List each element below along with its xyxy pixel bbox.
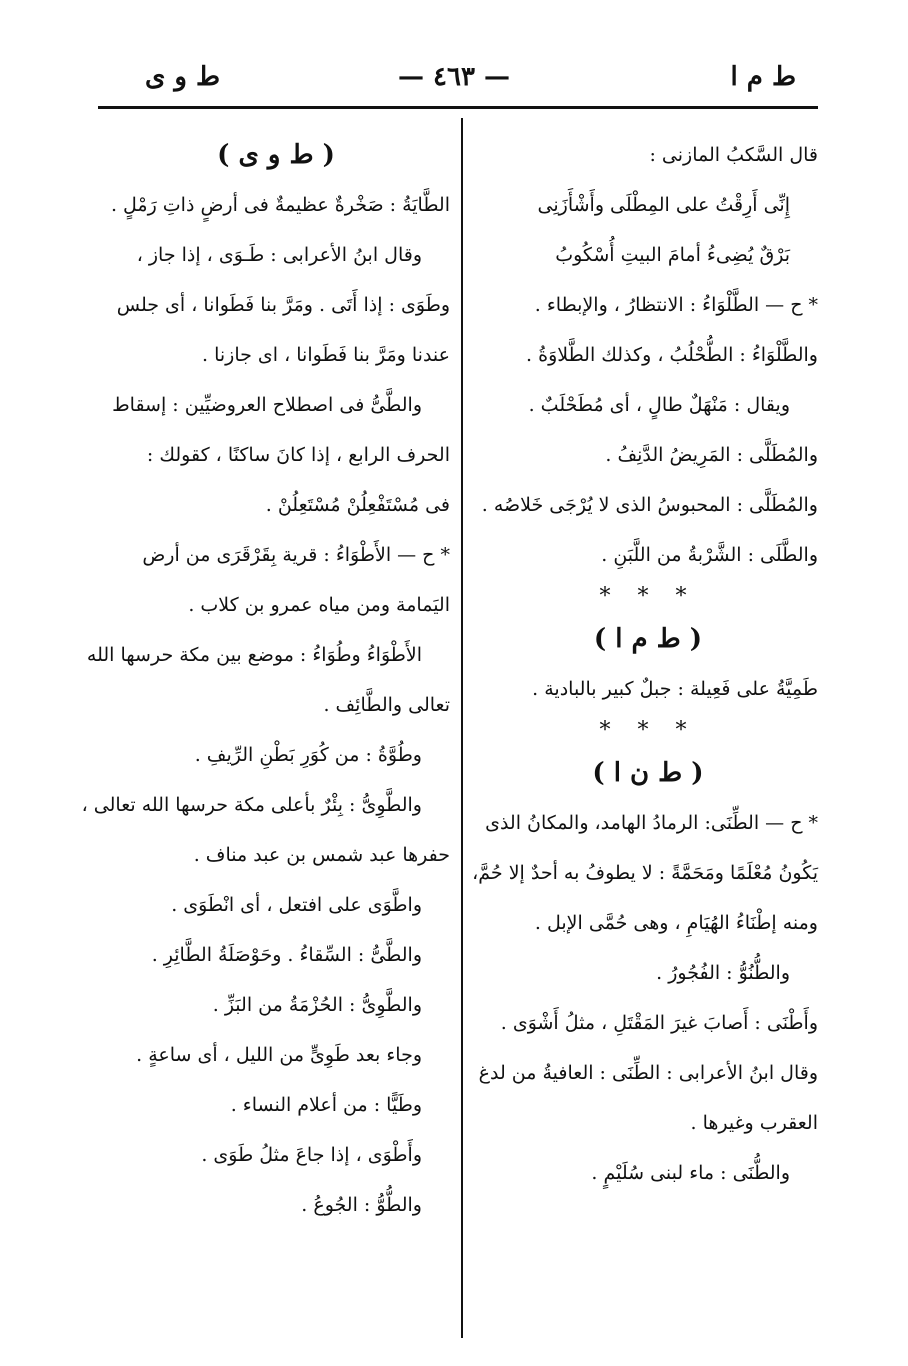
text-line: * ح — الأَطْوَاءُ : قرية بِقَرْقَرَى من أرض [142, 544, 450, 566]
text-line: بَرْقٌ يُضِىءُ أمامَ البيتِ أُسْكُوبُ [555, 244, 790, 266]
section-separator: * * * [599, 584, 697, 609]
text-line: والمُطَلَّى : المَرِيضُ الدَّنِفُ . [605, 444, 818, 466]
text-line: تعالى والطَّائِف . [323, 694, 450, 716]
header-root-right: ط م ا [730, 62, 796, 92]
text-line: والطَّلَى : الشَّرْبةُ من اللَّبَنِ . [601, 544, 818, 566]
text-line: والطَّوِىُّ : الحُزْمَةُ من البَزِّ . [212, 994, 422, 1016]
text-line: ومنه إطْنَاءُ الهُيَامِ ، وهى حُمَّى الإبل . [534, 912, 818, 934]
text-line: الأَطْوَاءُ وطُوَاءُ : موضع بين مكة حرسها الله [86, 644, 422, 666]
text-line: وأَطْوَى ، إذا جاعَ مثلُ طَوَى . [201, 1144, 422, 1166]
left-column [81, 130, 450, 1230]
text-line: اليَمامة ومن مياه عمرو بن كلاب . [188, 594, 450, 616]
entry-heading: ( ط و ى ) [217, 140, 335, 170]
text-line: الطَّايَةُ : صَخْرةٌ عظيمةٌ فى أرضٍ ذاتِ رَمْلٍ . [110, 194, 450, 216]
text-line: الحرف الرابع ، إذا كانَ ساكنًا ، كقولك : [146, 444, 450, 466]
text-line: وقال ابنُ الأعرابى : الطِّنَى : العافيةُ من لدغ [478, 1062, 818, 1084]
text-line: وطَيًّا : من أعلام النساء . [230, 1094, 422, 1116]
text-line: والمُطَلَّى : المحبوسُ الذى لا يُرْجَى خَلاصُه . [481, 494, 818, 516]
right-column [472, 130, 818, 1198]
text-line: * ح — الطَّلْوَاءُ : الانتظارُ ، والإبطاء . [534, 294, 818, 316]
text-line: العقرب وغيرها . [690, 1112, 818, 1134]
text-line: وطَوَى : إذا أَتَى . ومَرَّ بنا فَطَوانا ، أى جلس [116, 294, 450, 316]
text-line: والطَّلْوَاءُ : الطُّحْلُبُ ، وكذلك الطَّلاوَةُ . [526, 344, 818, 366]
text-line: والطُّوُّ : الجُوعُ . [301, 1194, 422, 1216]
text-line: وقال ابنُ الأعرابى : طَـوَى ، إذا جاز ، [136, 244, 422, 266]
text-line: وجاء بعد طَوِىٍّ من الليل ، أى ساعةٍ . [136, 1044, 422, 1066]
text-line: إِنِّى أَرِقْتُ على المِطْلَى وأَشْأَزَنِى [537, 194, 790, 216]
text-line: حفرها عبد شمس بن عبد مناف . [193, 844, 450, 866]
section-separator: * * * [599, 718, 697, 743]
text-line: فى مُسْتَفْعِلُنْ مُسْتَعِلُنْ . [265, 494, 450, 516]
text-line: طَمِيَّةُ على فَعِيلة : جبلٌ كبير بالبادية . [532, 678, 818, 700]
entry-heading: ( ط ن ا ) [592, 758, 704, 788]
column-divider [461, 118, 463, 1338]
text-line: يَكُونُ مُعْلَمًا ومَحَمَّةً : لا يطوفُ به أحدٌ إلا حُمَّ، [472, 862, 818, 884]
text-line: قال السَّكبُ المازنى : [649, 144, 818, 166]
text-line: عندنا ومَرَّ بنا فَطَوانا ، اى جازنا . [202, 344, 450, 366]
text-line: والطُّنُوُّ : الفُجُورُ . [656, 962, 790, 984]
text-line: * ح — الطِّنَى: الرمادُ الهامد، والمكانُ الذى [485, 812, 818, 834]
entry-heading: ( ط م ا ) [593, 624, 703, 654]
text-line: وطُوَّةُ : من كُوَرِ بَطْنِ الرِّيفِ . [194, 744, 422, 766]
text-line: والطُّنَى : ماء لبنى سُلَيْمٍ . [591, 1162, 790, 1184]
text-line: ويقال : مَنْهَلٌ طالٍ ، أى مُطَحْلَبٌ . [528, 394, 790, 416]
text-line: والطَّىُّ : السِّقاءُ . وحَوْصَلَةُ الطَّائِرِ . [151, 944, 422, 966]
header-rule [98, 106, 818, 109]
header-root-left: ط و ى [145, 62, 221, 92]
text-line: واطَّوَى على افتعل ، أى انْطَوَى . [171, 894, 422, 916]
page-number: — ٤٦٣ — [397, 62, 511, 92]
text-line: والطَّوِىُّ : بِئْرٌ بأعلى مكة حرسها الله تعالى ، [81, 794, 422, 816]
text-line: وأَطْنَى : أَصابَ غيرَ المَقْتَلِ ، مثلُ أَشْوَى . [500, 1012, 818, 1034]
text-line: والطَّىُّ فى اصطلاح العروضيِّين : إسقاط [112, 394, 422, 416]
